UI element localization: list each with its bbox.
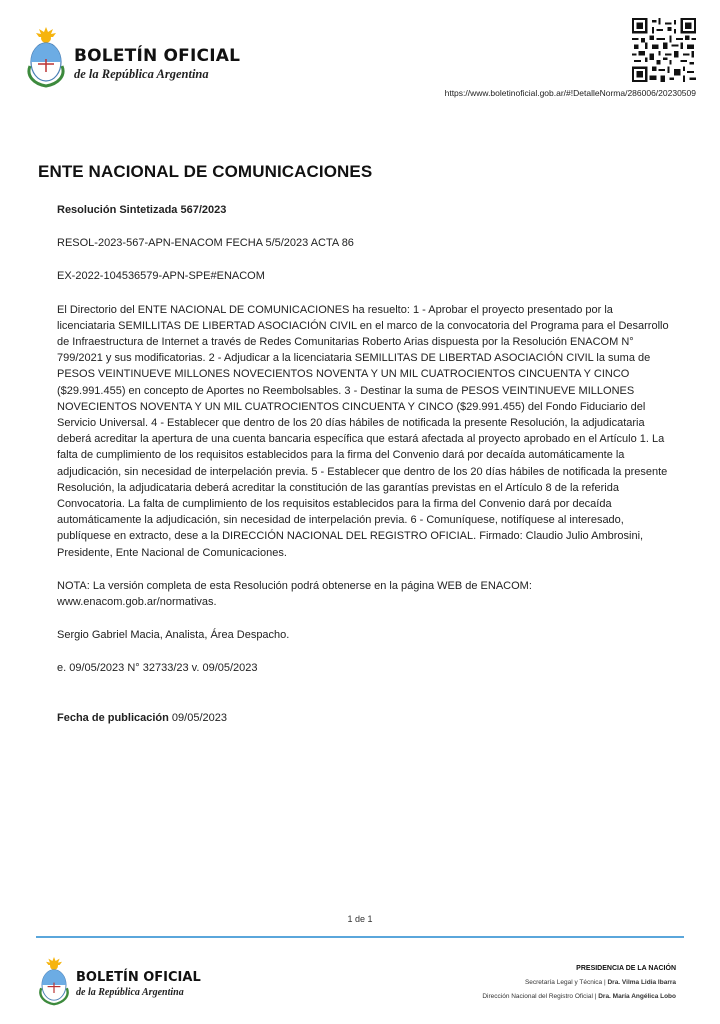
nota-paragraph: NOTA: La versión completa de esta Resolución podrá obtenerse en la página WEB de ENACOM: www.enacom.gob.ar/normativas.	[57, 579, 532, 609]
resolution-line: RESOL-2023-567-APN-ENACOM FECHA 5/5/2023 ACTA 86	[57, 237, 354, 250]
signer-line: Sergio Gabriel Macia, Analista, Área Despacho.	[57, 629, 290, 642]
publication-date-value: 09/05/2023	[171, 711, 227, 724]
footer-divider	[36, 936, 684, 938]
footer-coat-of-arms-icon	[38, 955, 70, 1007]
footer-credits	[482, 962, 676, 1004]
brand-subtitle: de la República Argentina	[74, 67, 209, 81]
footer-credit-name: Dra. María Angélica Lobo	[598, 993, 676, 1000]
footer-credit-line-2	[482, 990, 676, 1004]
edition-line: e. 09/05/2023 N° 32733/23 v. 09/05/2023	[57, 662, 258, 675]
footer-presidency: PRESIDENCIA DE LA NACIÓN	[576, 965, 676, 972]
page-number: 1 de 1	[347, 914, 373, 924]
footer-credit-label: Secretaría Legal y Técnica	[524, 979, 603, 986]
expediente-number: EX-2022-104536579-APN-SPE#ENACOM	[57, 270, 265, 283]
agency-heading: ENTE NACIONAL DE COMUNICACIONES	[38, 162, 373, 181]
brand-title: BOLETÍN OFICIAL	[74, 46, 241, 66]
publication-date	[57, 710, 669, 726]
footer-credit-name: Dra. Vilma Lidia Ibarra	[607, 979, 676, 986]
footer-credit-separator: |	[594, 993, 597, 1000]
footer-credit-separator: |	[603, 979, 606, 986]
document-url[interactable]: https://www.boletinoficial.gob.ar/#!DetalleNorma/286006/20230509	[444, 88, 696, 98]
qr-code-icon[interactable]	[632, 18, 696, 82]
footer-credit-line-1	[482, 976, 676, 990]
footer-brand-subtitle: de la República Argentina	[76, 987, 184, 998]
resolution-title: Resolución Sintetizada 567/2023	[57, 204, 227, 216]
argentina-coat-of-arms-icon	[26, 26, 66, 88]
resolution-text: El Directorio del ENTE NACIONAL DE COMUNICACIONES ha resuelto: 1 - Aprobar el proyecto presentado por la licenciataria SEMILLITAS DE LIBERTAD ASOCIACIÓN CIVIL en el marco de la convocatoria del Programa para el Desarrollo de Infraestructura de Internet a través de Redes Comunitarias Roberto Arias dispuesta por la Resolución ENACOM N° 799/2021 y sus modificatorias. 2 - Adjudicar a la licenciataria SEMILLITAS DE LIBERTAD ASOCIACIÓN CIVIL la suma de PESOS VEINTINUEVE MILLONES NOVECIENTOS NOVENTA Y UN MIL CUATROCIENTOS CINCUENTA Y CINCO ($29.991.455) en concepto de Aportes no Reembolsables. 3 - Destinar la suma de PESOS VEINTINUEVE MILLONES NOVECIENTOS NOVENTA Y UN MIL CUATROCIENTOS CINCUENTA Y CINCO ($29.991.455) del Fondo Fiduciario del Servicio Universal. 4 - Establecer que dentro de los 20 días hábiles de notificada la presente Resolución, la adjudicataria deberá acreditar la apertura de una cuenta bancaria específica que estará afectada al proyecto aprobado en el Artículo 1. La falta de cumplimiento de los requisitos establecidos para la firma del Convenio dará por decaída automáticamente la adjudicación, sin necesidad de interpelación previa. 5 - Establecer que dentro de los 20 días hábiles de notificada la presente Resolución, la adjudicataria deberá acreditar la constitución de las garantías previstas en el Artículo 8 de la referida Convocatoria. La falta de cumplimiento de los requisitos establecidos para la firma del Convenio dará por decaída automáticamente la adjudicación, sin necesidad de interpelación previa. 6 - Comuníquese, notifíquese al interesado, publíquese en extracto, dese a la DIRECCIÓN NACIONAL DEL REGISTRO OFICIAL. Firmado: Claudio Julio Ambrosini, Presidente, Ente Nacional de Comunicaciones.	[57, 303, 669, 559]
publication-date-label: Fecha de publicación	[57, 711, 169, 724]
page-header	[0, 0, 720, 100]
document-body	[57, 202, 669, 743]
footer-credit-label: Dirección Nacional del Registro Oficial	[482, 993, 593, 1000]
footer-brand-title: BOLETÍN OFICIAL	[76, 970, 201, 985]
